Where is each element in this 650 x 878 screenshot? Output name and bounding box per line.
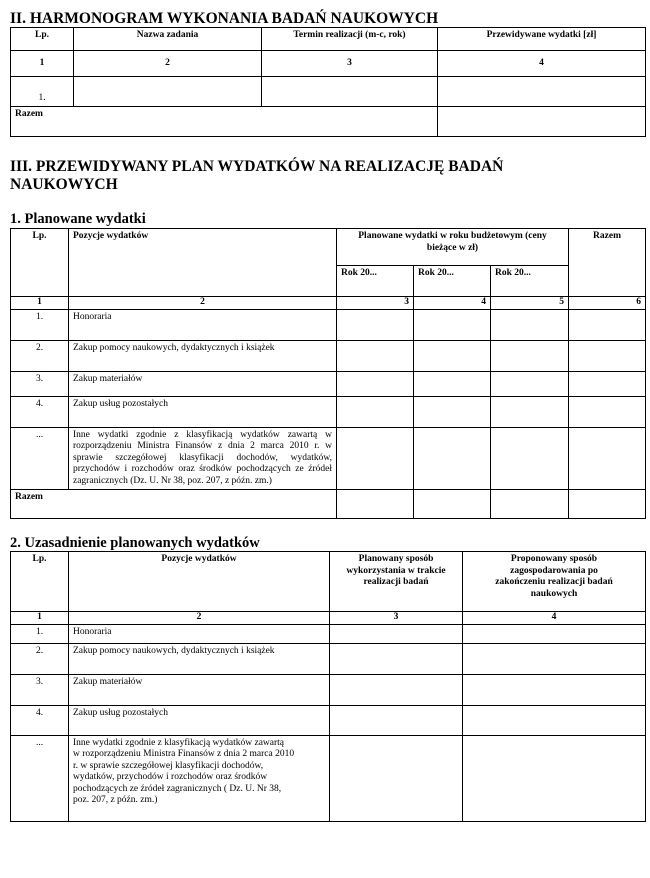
schedule-colnum: 3: [262, 51, 438, 77]
schedule-header-expenses: Przewidywane wydatki [zł]: [438, 28, 646, 51]
planned-cell: [491, 427, 569, 490]
schedule-cell: [74, 77, 262, 107]
justification-header-items: Pozycje wydatków: [69, 552, 330, 612]
planned-cell: [491, 396, 569, 427]
justification-row-item: Zakup materiałów: [69, 674, 330, 705]
schedule-colnum: 4: [438, 51, 646, 77]
planned-row-lp: 2.: [11, 340, 69, 371]
planned-header-year: Rok 20...: [414, 266, 491, 297]
planned-cell: [337, 371, 414, 396]
planned-row-item: Zakup usług pozostałych: [69, 396, 337, 427]
planned-cell: [569, 371, 646, 396]
justification-cell: [330, 705, 463, 735]
planned-cell: [491, 371, 569, 396]
planned-expenses-table: [10, 228, 646, 519]
planned-cell: [414, 371, 491, 396]
planned-total-cell: [414, 490, 491, 519]
planned-cell: [337, 427, 414, 490]
justification-row-item: Zakup usług pozostałych: [69, 705, 330, 735]
planned-header-year: Rok 20...: [491, 266, 569, 297]
justification-row-item: Inne wydatki zgodnie z klasyfikacją wydatków zawartą w rozporządzeniu Ministra Finansów z dnia 2 marca 2010 r. w sprawie szczegółowej klasyfikacji dochodów, wydatków, przychodów i rozchodów oraz środków pochodzących ze źródeł zagranicznych ( Dz. U. Nr 38, poz. 207, z późn. zm.): [69, 735, 330, 821]
schedule-colnum: 2: [74, 51, 262, 77]
planned-header-items: Pozycje wydatków: [69, 229, 337, 297]
planned-total-label: Razem: [11, 490, 337, 519]
justification-row-lp: 1.: [11, 624, 69, 643]
justification-cell: [463, 624, 646, 643]
justification-cell: [330, 735, 463, 821]
planned-cell: [491, 309, 569, 340]
justification-colnum: 2: [69, 612, 330, 625]
planned-cell: [569, 427, 646, 490]
section-ii-title: II. HARMONOGRAM WYKONANIA BADAŃ NAUKOWYCH: [10, 10, 439, 27]
schedule-colnum: 1: [11, 51, 74, 77]
schedule-cell: [438, 77, 646, 107]
schedule-cell: [262, 77, 438, 107]
planned-colnum: 4: [414, 297, 491, 310]
planned-cell: [569, 309, 646, 340]
schedule-table: [10, 27, 646, 137]
planned-row-item: Zakup materiałów: [69, 371, 337, 396]
planned-cell: [337, 396, 414, 427]
justification-header-lp: Lp.: [11, 552, 69, 612]
schedule-header-term: Termin realizacji (m-c, rok): [262, 28, 438, 51]
justification-row-lp: 3.: [11, 674, 69, 705]
planned-header-total: Razem: [569, 229, 646, 297]
planned-row-item: Inne wydatki zgodnie z klasyfikacją wydatków zawartą w rozporządzeniu Ministra Finansów z dnia 2 marca 2010 r. w sprawie szczegółowej klasyfikacji dochodów, wydatków, przychodów i rozchodów oraz środków pochodzących ze źródeł zagranicznych (Dz. U. Nr 38, poz. 207, z późn. zm.): [69, 427, 337, 490]
justification-cell: [463, 735, 646, 821]
planned-cell: [337, 340, 414, 371]
planned-row-item: Zakup pomocy naukowych, dydaktycznych i książek: [69, 340, 337, 371]
planned-row-lp: 4.: [11, 396, 69, 427]
justification-cell: [330, 624, 463, 643]
planned-header-lp: Lp.: [11, 229, 69, 297]
schedule-total-cell: [438, 107, 646, 137]
justification-colnum: 4: [463, 612, 646, 625]
justification-cell: [463, 705, 646, 735]
planned-colnum: 6: [569, 297, 646, 310]
justification-table: [10, 551, 646, 822]
section-iii-title-line2: NAUKOWYCH: [10, 176, 118, 193]
planned-expenses-title: 1. Planowane wydatki: [10, 211, 146, 227]
planned-cell: [414, 340, 491, 371]
planned-cell: [569, 396, 646, 427]
justification-row-lp: 4.: [11, 705, 69, 735]
planned-colnum: 1: [11, 297, 69, 310]
planned-cell: [337, 309, 414, 340]
justification-row-lp: 2.: [11, 643, 69, 674]
justification-colnum: 3: [330, 612, 463, 625]
planned-cell: [491, 340, 569, 371]
planned-header-year: Rok 20...: [337, 266, 414, 297]
planned-header-budget: Planowane wydatki w roku budżetowym (ceny bieżące w zł): [337, 229, 569, 266]
section-iii-title-line1: III. PRZEWIDYWANY PLAN WYDATKÓW NA REALIZACJĘ BADAŃ: [10, 158, 504, 175]
planned-cell: [414, 309, 491, 340]
planned-cell: [414, 396, 491, 427]
justification-row-lp: ...: [11, 735, 69, 821]
justification-title: 2. Uzasadnienie planowanych wydatków: [10, 535, 260, 551]
planned-colnum: 2: [69, 297, 337, 310]
planned-cell: [569, 340, 646, 371]
planned-total-cell: [569, 490, 646, 519]
justification-header-use: Planowany sposób wykorzystania w trakcie realizacji badań: [330, 552, 463, 612]
planned-colnum: 3: [337, 297, 414, 310]
planned-colnum: 5: [491, 297, 569, 310]
schedule-row-lp: 1.: [11, 77, 74, 107]
planned-cell: [414, 427, 491, 490]
section-iii-title: [10, 158, 503, 194]
planned-row-lp: 3.: [11, 371, 69, 396]
justification-header-after: Proponowany sposób zagospodarowania po zakończeniu realizacji badań naukowych: [463, 552, 646, 612]
planned-total-cell: [491, 490, 569, 519]
justification-cell: [330, 674, 463, 705]
schedule-total-label: Razem: [11, 107, 438, 137]
planned-row-lp: 1.: [11, 309, 69, 340]
schedule-header-task: Nazwa zadania: [74, 28, 262, 51]
justification-colnum: 1: [11, 612, 69, 625]
justification-row-item: Zakup pomocy naukowych, dydaktycznych i książek: [69, 643, 330, 674]
justification-cell: [463, 674, 646, 705]
justification-cell: [463, 643, 646, 674]
schedule-header-lp: Lp.: [11, 28, 74, 51]
justification-cell: [330, 643, 463, 674]
justification-row-item: Honoraria: [69, 624, 330, 643]
planned-row-lp: ...: [11, 427, 69, 490]
planned-row-item: Honoraria: [69, 309, 337, 340]
planned-total-cell: [337, 490, 414, 519]
